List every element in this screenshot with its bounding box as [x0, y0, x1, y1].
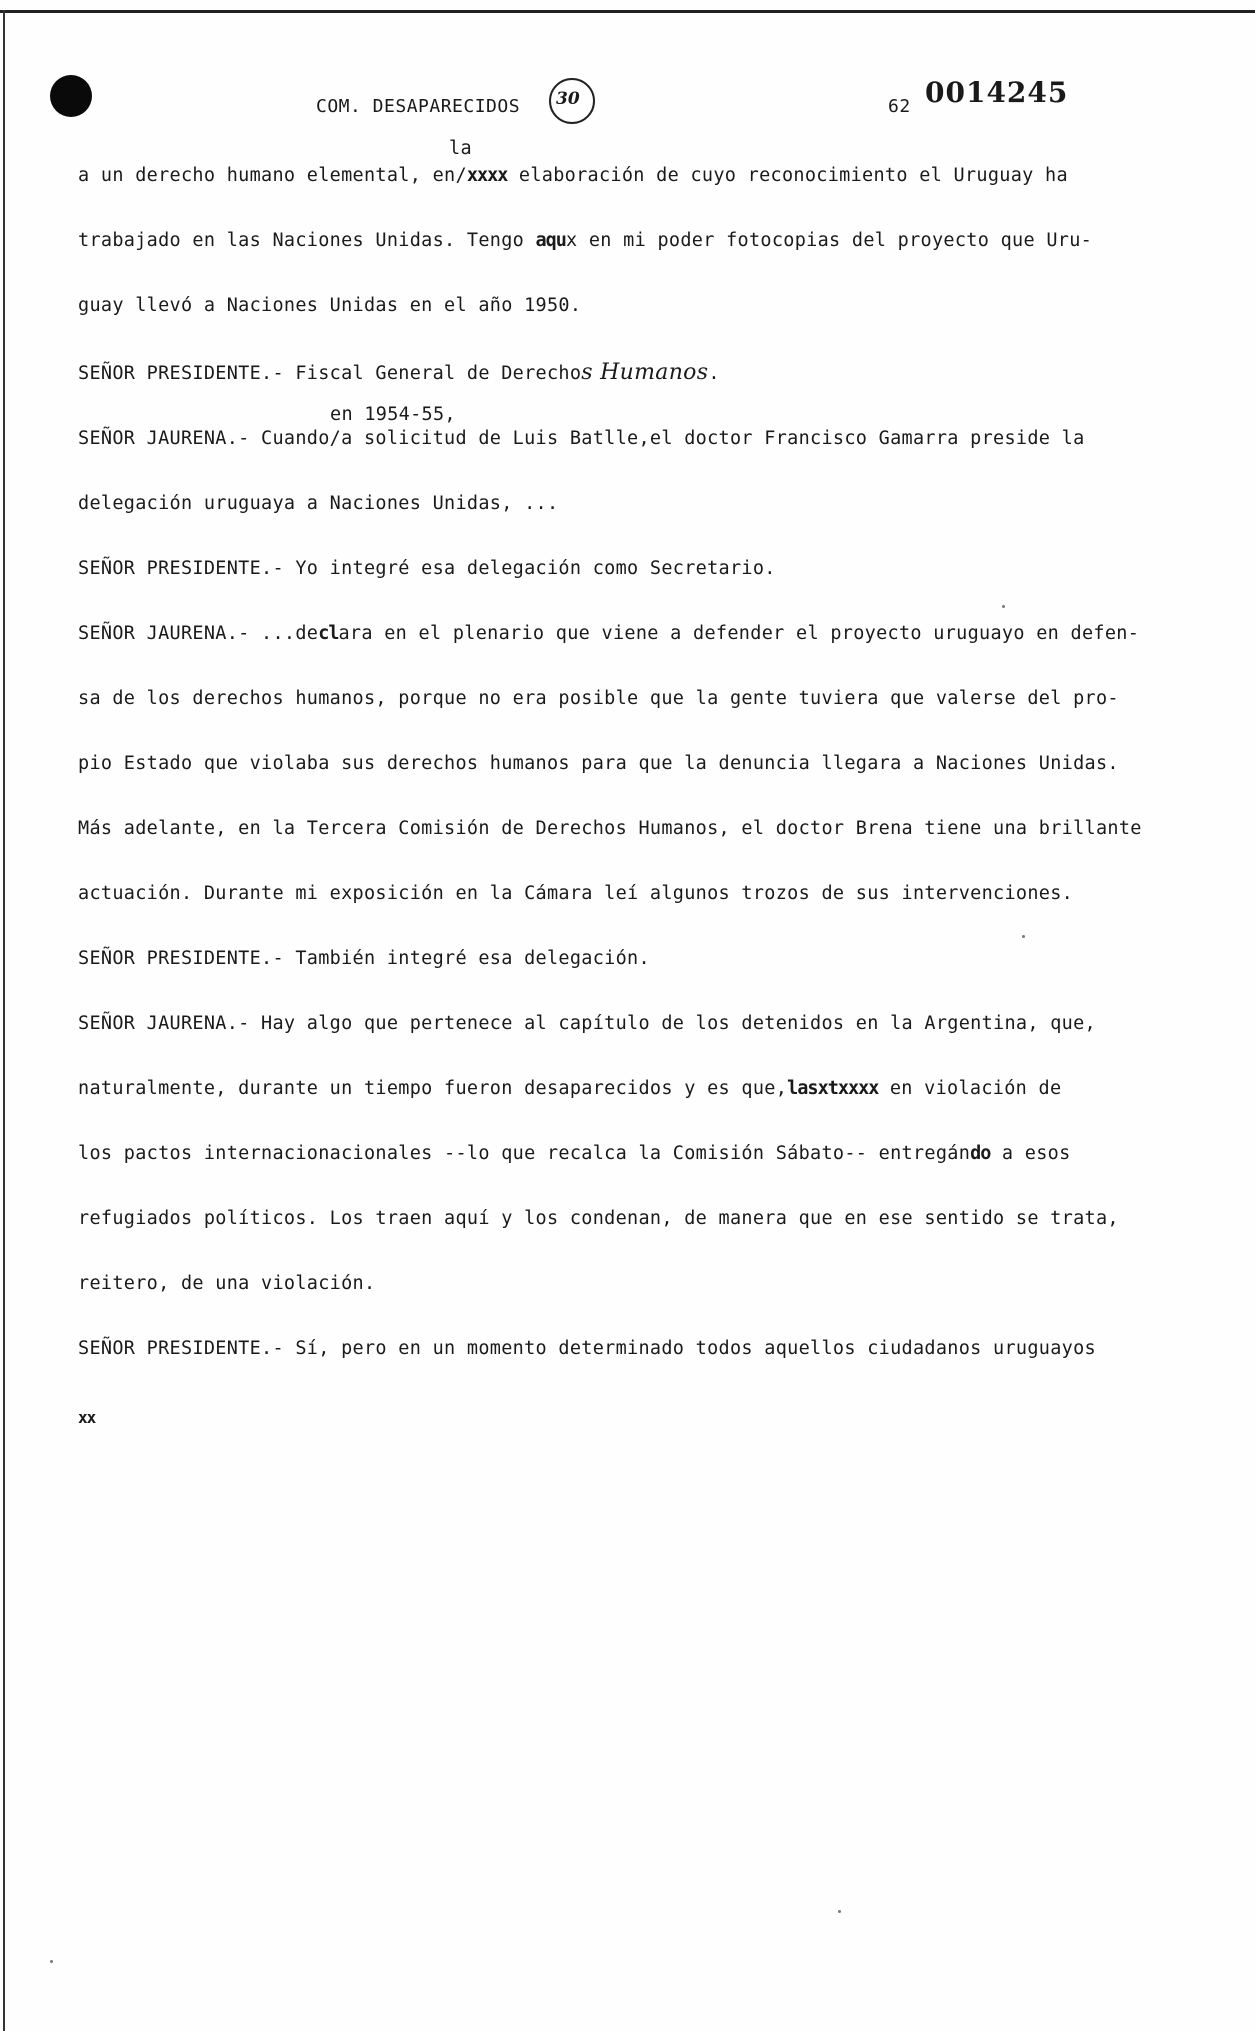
text-line-19: SEÑOR PRESIDENTE.- Sí, pero en un momento determinado todos aquellos ciudadanos uruguayos — [78, 1338, 1096, 1359]
struck-text: do — [970, 1143, 991, 1164]
text-line-11: Más adelante, en la Tercera Comisión de Derechos Humanos, el doctor Brena tiene una brillante — [78, 818, 1142, 839]
text-line-14: SEÑOR JAURENA.- Hay algo que pertenece al capítulo de los detenidos en la Argentina, que, — [78, 1013, 1096, 1034]
text-line-3: guay llevó a Naciones Unidas en el año 1950. — [78, 295, 582, 316]
struck-text: aqu — [535, 230, 566, 251]
text-line-17: refugiados políticos. Los traen aquí y los condenan, de manera que en ese sentido se trata, — [78, 1208, 1119, 1229]
text-line-18: reitero, de una violación. — [78, 1273, 376, 1294]
text-line-7: SEÑOR PRESIDENTE.- Yo integré esa delegación como Secretario. — [78, 558, 776, 579]
text-line-9: sa de los derechos humanos, porque no era posible que la gente tuviera que valerse del pro- — [78, 688, 1119, 709]
text-line-1: a un derecho humano elemental, en/xxxx elaboración de cuyo reconocimiento el Uruguay ha — [78, 165, 1068, 186]
text-line-12: actuación. Durante mi exposición en la Cámara leí algunos trozos de sus intervenciones. — [78, 883, 1074, 904]
text-line-6: delegación uruguaya a Naciones Unidas, ... — [78, 493, 559, 514]
text-line-15: naturalmente, durante un tiempo fueron desaparecidos y es que,lasxtxxxx en violación de — [78, 1078, 1062, 1099]
text-line-8: SEÑOR JAURENA.- ...declara en el plenario que viene a defender el proyecto uruguayo en defen- — [78, 623, 1140, 644]
speck — [1022, 935, 1025, 938]
top-border — [0, 10, 1255, 13]
left-border — [3, 10, 5, 2031]
speck — [838, 1910, 841, 1913]
speck — [1002, 605, 1005, 608]
struck-text: cl — [318, 623, 339, 644]
document-number: 0014245 — [925, 76, 1069, 109]
text-line-10: pio Estado que violaba sus derechos humanos para que la denuncia llegara a Naciones Unidas. — [78, 753, 1119, 774]
insert-year: en 1954-55, — [330, 404, 456, 425]
text-line-20: xx — [78, 1408, 96, 1427]
struck-text: xxxx — [466, 165, 508, 186]
text-line-2: trabajado en las Naciones Unidas. Tengo aqux en mi poder fotocopias del proyecto que Uru- — [78, 230, 1093, 251]
text-line-4: SEÑOR PRESIDENTE.- Fiscal General de Derechos Humanos. — [78, 360, 720, 385]
folio-stamp — [549, 78, 595, 124]
text-line-16: los pactos internacionacionales --lo que recalca la Comisión Sábato-- entregándo a esos — [78, 1143, 1071, 1164]
speck — [50, 1960, 53, 1963]
folio-stamp-number: 30 — [556, 89, 580, 109]
struck-text: lasxtxxxx — [787, 1078, 879, 1099]
text-line-13: SEÑOR PRESIDENTE.- También integré esa delegación. — [78, 948, 650, 969]
page-number: 62 — [888, 96, 911, 117]
text-line-5: SEÑOR JAURENA.- Cuando/a solicitud de Luis Batlle,el doctor Francisco Gamarra preside la — [78, 428, 1085, 449]
handwritten-insert: s Humanos — [581, 360, 709, 385]
insert-la: la — [449, 138, 472, 159]
punch-hole — [50, 75, 92, 117]
header-title: COM. DESAPARECIDOS — [316, 96, 521, 117]
